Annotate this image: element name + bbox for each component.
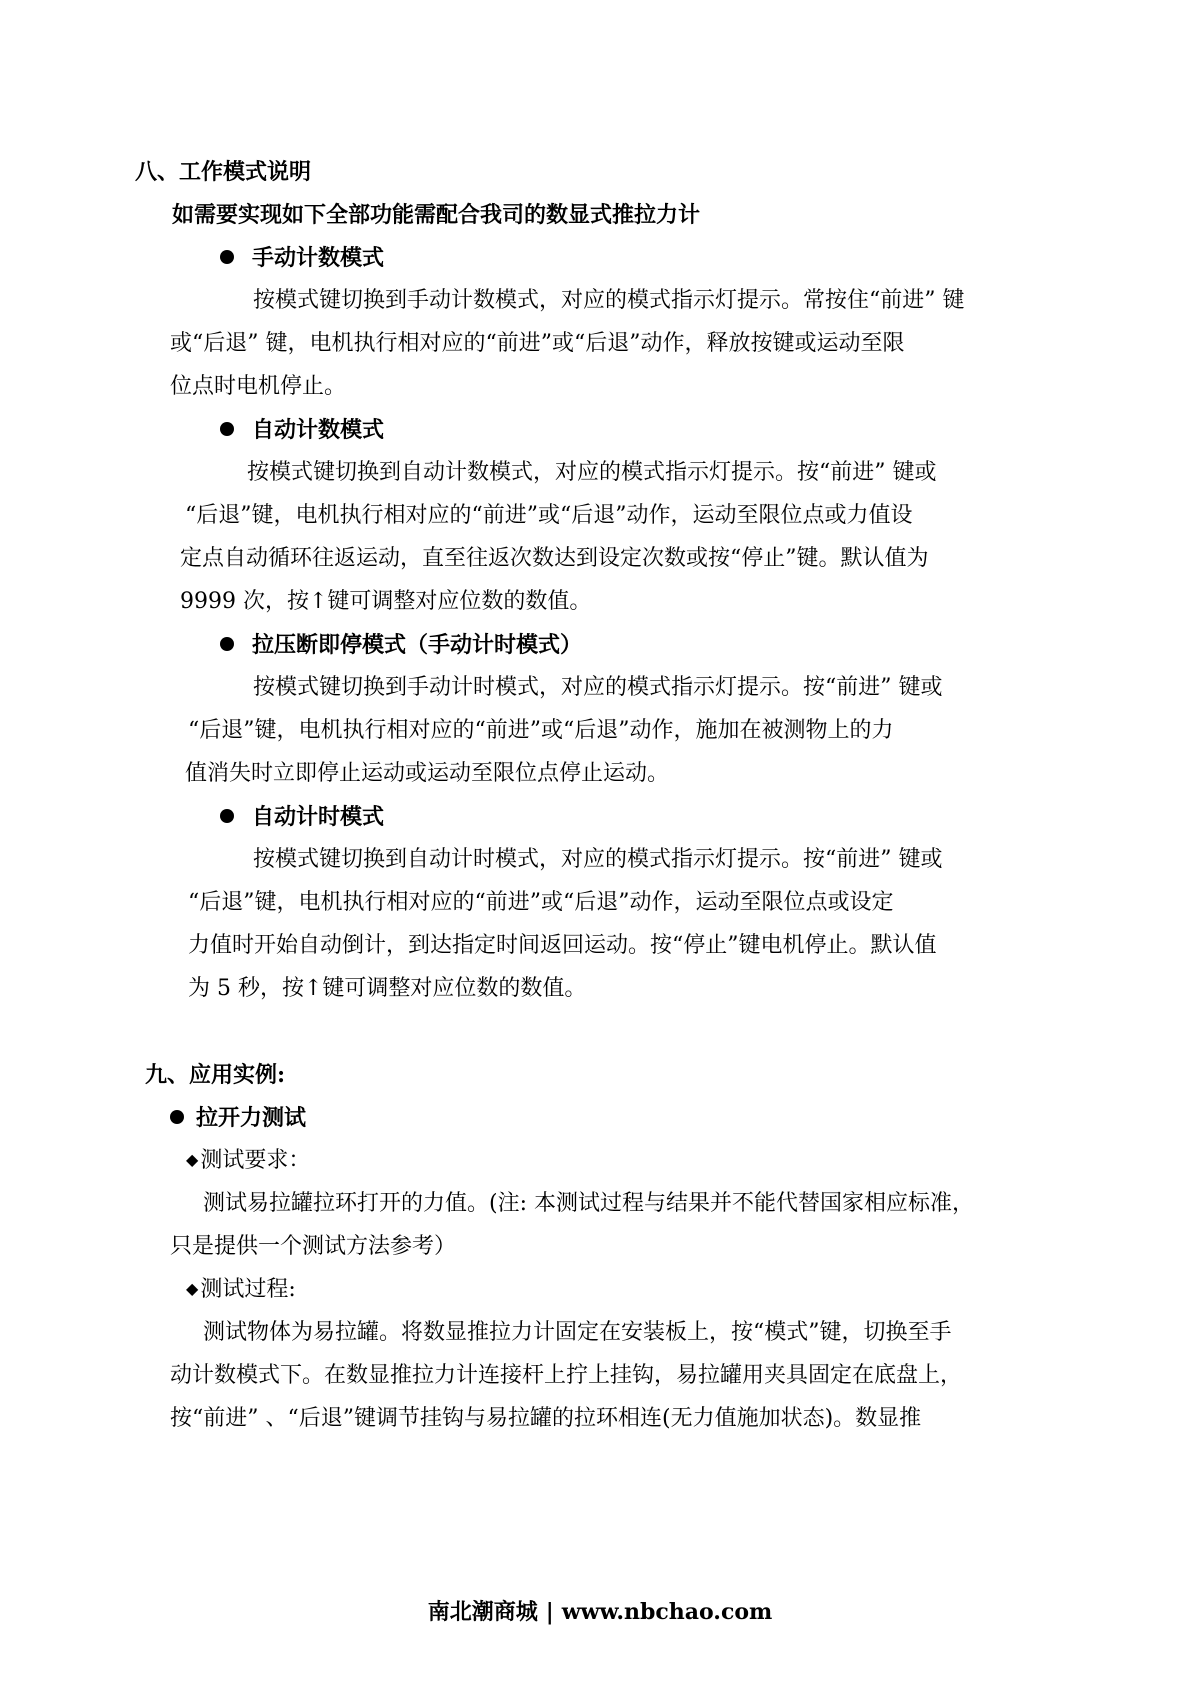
- diamond-bullet-icon: ◆: [186, 1150, 199, 1169]
- footer-separator: |: [545, 1599, 554, 1625]
- mode-1-line-1: 按模式键切换到手动计数模式，对应的模式指示灯提示。常按住“前进” 键: [253, 288, 965, 313]
- mode-4-line-2: “后退”键，电机执行相对应的“前进”或“后退”动作，运动至限位点或设定: [188, 890, 894, 915]
- mode-3-line-2: “后退”键，电机执行相对应的“前进”或“后退”动作，施加在被测物上的力: [188, 718, 894, 743]
- procedure-label-row: [186, 1275, 296, 1306]
- mode-4-line-3: 力值时开始自动倒计，到达指定时间返回运动。按“停止”键电机停止。默认值: [188, 933, 937, 958]
- diamond-bullet-icon: ◆: [186, 1279, 199, 1298]
- mode-2-line-1: 按模式键切换到自动计数模式，对应的模式指示灯提示。按“前进” 键或: [247, 460, 937, 485]
- requirement-label-row: [186, 1146, 310, 1177]
- bullet-icon: [220, 809, 234, 823]
- section-8-intro: 如需要实现如下全部功能需配合我司的数显式推拉力计: [172, 202, 701, 228]
- mode-4-line-1: 按模式键切换到自动计时模式，对应的模式指示灯提示。按“前进” 键或: [253, 847, 943, 872]
- mode-3-line-1: 按模式键切换到手动计时模式，对应的模式指示灯提示。按“前进” 键或: [253, 675, 943, 700]
- mode-1-title: 手动计数模式: [252, 245, 385, 271]
- mode-1-title-row: [220, 243, 384, 273]
- requirement-line-2: 只是提供一个测试方法参考）: [170, 1234, 457, 1259]
- mode-4-line-4: 为 5 秒，按↑键可调整对应位数的数值。: [188, 976, 587, 1001]
- mode-3-title-row: [220, 630, 582, 660]
- footer: [0, 1595, 1200, 1626]
- procedure-label: 测试过程:: [200, 1277, 296, 1302]
- mode-2-line-2: “后退”键，电机执行相对应的“前进”或“后退”动作，运动至限位点或力值设: [185, 503, 913, 528]
- example-title: 拉开力测试: [196, 1105, 307, 1131]
- mode-3-title: 拉压断即停模式（手动计时模式）: [252, 632, 583, 658]
- requirement-line-1: 测试易拉罐拉环打开的力值。(注: 本测试过程与结果并不能代替国家相应标准，: [203, 1191, 974, 1216]
- mode-1-line-3: 位点时电机停止。: [170, 374, 347, 399]
- mode-2-line-4: 9999 次，按↑键可调整对应位数的数值。: [180, 589, 592, 614]
- section-8-heading: 八、工作模式说明: [135, 159, 312, 185]
- section-9-heading: 九、应用实例:: [145, 1062, 286, 1088]
- bullet-icon: [220, 422, 234, 436]
- example-title-row: [170, 1103, 306, 1133]
- procedure-line-1: 测试物体为易拉罐。将数显推拉力计固定在安装板上，按“模式”键，切换至手: [203, 1320, 952, 1345]
- requirement-label: 测试要求：: [200, 1148, 311, 1173]
- mode-2-title-row: [220, 415, 384, 445]
- procedure-line-3: 按“前进” 、“后退”键调节挂钩与易拉罐的拉环相连(无力值施加状态)。数显推: [170, 1406, 922, 1431]
- footer-url[interactable]: www.nbchao.com: [561, 1599, 773, 1625]
- procedure-line-2: 动计数模式下。在数显推拉力计连接杆上拧上挂钩，易拉罐用夹具固定在底盘上，: [170, 1363, 963, 1388]
- bullet-icon: [220, 637, 234, 651]
- mode-1-line-2: 或“后退” 键，电机执行相对应的“前进”或“后退”动作，释放按键或运动至限: [170, 331, 905, 356]
- mode-2-line-3: 定点自动循环往返运动，直至往返次数达到设定次数或按“停止”键。默认值为: [180, 546, 929, 571]
- mode-3-line-3: 值消失时立即停止运动或运动至限位点停止运动。: [185, 761, 670, 786]
- footer-brand: 南北潮商城: [427, 1599, 538, 1625]
- bullet-icon: [170, 1110, 184, 1124]
- mode-4-title: 自动计时模式: [252, 804, 385, 830]
- bullet-icon: [220, 250, 234, 264]
- mode-4-title-row: [220, 802, 384, 832]
- mode-2-title: 自动计数模式: [252, 417, 385, 443]
